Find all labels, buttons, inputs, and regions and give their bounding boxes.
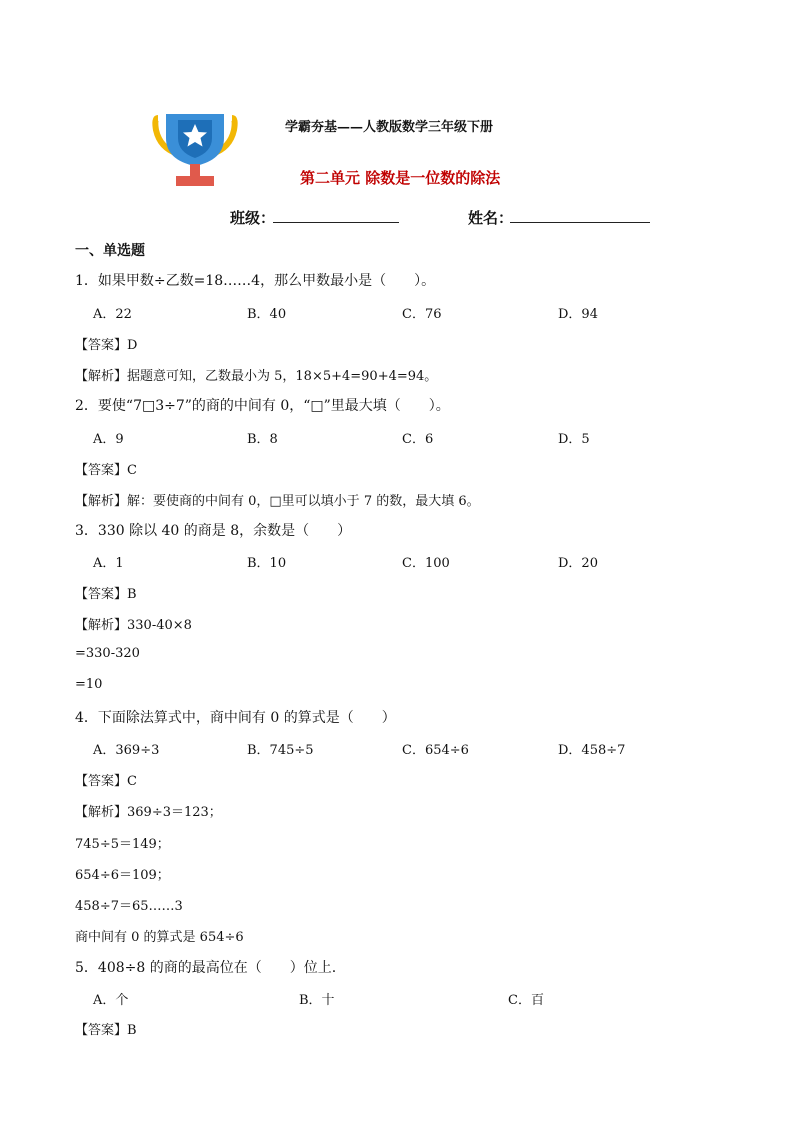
option: B．10 <box>247 556 287 571</box>
analysis-line: 【解析】369÷3＝123； <box>75 805 222 820</box>
answer: 【答案】B <box>75 1023 137 1038</box>
answer: 【答案】D <box>75 338 138 353</box>
option: C．76 <box>402 307 442 322</box>
analysis-line: =330-320 <box>75 646 140 661</box>
option: B．745÷5 <box>247 743 314 758</box>
option: D．458÷7 <box>558 743 626 758</box>
option: A．9 <box>93 432 124 447</box>
analysis-line: 商中间有 0 的算式是 654÷6 <box>75 930 244 945</box>
analysis-line: 458÷7＝65……3 <box>75 899 183 914</box>
option: C．654÷6 <box>402 743 469 758</box>
analysis-line: 【解析】解：要使商的中间有 0，□里可以填小于 7 的数，最大填 6。 <box>75 494 480 509</box>
class-label: 班级： <box>230 209 276 227</box>
option: B．40 <box>247 307 287 322</box>
section-title: 一、单选题 <box>75 243 145 259</box>
question-stem: 3．330 除以 40 的商是 8，余数是（ ） <box>75 523 352 539</box>
page-title: 学霸夯基——人教版数学三年级下册 <box>285 120 494 135</box>
answer: 【答案】C <box>75 463 137 478</box>
answer: 【答案】B <box>75 587 137 602</box>
name-field[interactable] <box>510 210 650 223</box>
option: A．1 <box>93 556 124 571</box>
option: B．十 <box>299 993 335 1008</box>
question-stem: 5．408÷8 的商的最高位在（ ）位上. <box>75 960 337 976</box>
option: D．94 <box>558 307 598 322</box>
option: A．22 <box>93 307 132 322</box>
option: D．5 <box>558 432 590 447</box>
option: B．8 <box>247 432 278 447</box>
question-stem: 2．要使“7□3÷7”的商的中间有 0，“□”里最大填（ ）。 <box>75 398 450 414</box>
option: C．百 <box>508 993 544 1008</box>
option: D．20 <box>558 556 598 571</box>
analysis-line: 【解析】据题意可知，乙数最小为 5，18×5+4=90+4=94。 <box>75 369 438 384</box>
analysis-line: 654÷6＝109； <box>75 868 170 883</box>
analysis-line: =10 <box>75 677 103 692</box>
trophy-icon <box>152 108 238 188</box>
class-field[interactable] <box>273 210 399 223</box>
option: C．100 <box>402 556 450 571</box>
question-stem: 1．如果甲数÷乙数=18……4，那么甲数最小是（ ）。 <box>75 273 436 289</box>
question-stem: 4．下面除法算式中，商中间有 0 的算式是（ ） <box>75 710 396 726</box>
page-subtitle: 第二单元 除数是一位数的除法 <box>300 169 501 187</box>
analysis-line: 【解析】330-40×8 <box>75 618 192 633</box>
answer: 【答案】C <box>75 774 137 789</box>
option: A．个 <box>93 993 129 1008</box>
name-label: 姓名： <box>468 209 514 227</box>
option: C．6 <box>402 432 434 447</box>
analysis-line: 745÷5＝149； <box>75 837 170 852</box>
option: A．369÷3 <box>93 743 160 758</box>
